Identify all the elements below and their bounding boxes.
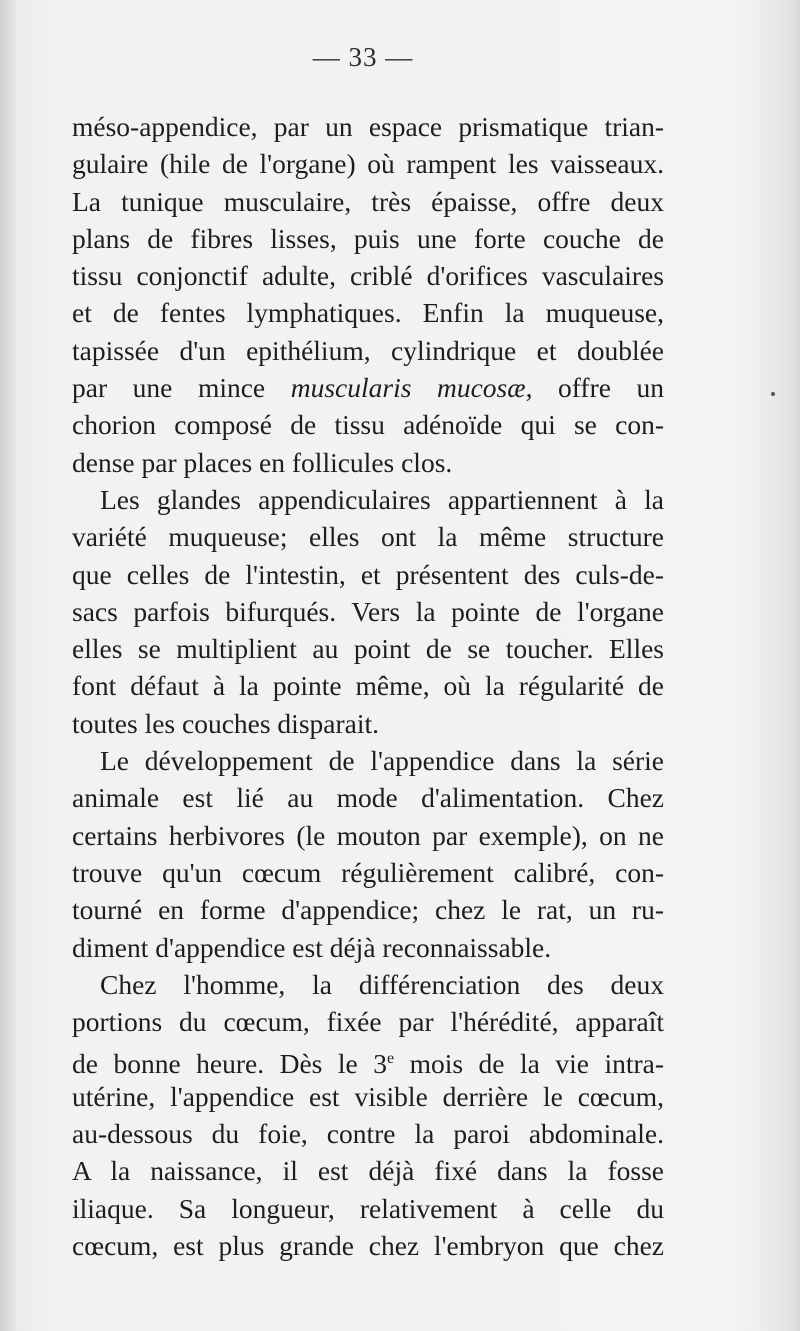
page-number: — 33 — xyxy=(312,42,414,72)
text-line: toutes les couches disparait. xyxy=(72,707,379,739)
text-line: utérine, l'appendice est visible derrière le cœcum, xyxy=(72,1080,664,1112)
text-line: dense par places en follicules clos. xyxy=(72,446,453,478)
text-line: tapissée d'un epithélium, cylindrique et doublée xyxy=(72,334,664,366)
text-line: tourné en forme d'appendice; chez le rat, un ru- xyxy=(72,894,664,926)
body-text xyxy=(72,108,664,1264)
text-line: sacs parfois bifurqués. Vers la pointe de l'organe xyxy=(72,595,664,627)
text-line: elles se multiplient au point de se toucher. Elles xyxy=(72,633,664,665)
text-line: gulaire (hile de l'organe) où rampent les vaisseaux. xyxy=(72,148,664,180)
text-line: font défaut à la pointe même, où la régularité de xyxy=(72,670,664,702)
text-line: et de fentes lymphatiques. Enfin la muqueuse, xyxy=(72,297,664,329)
text-line: trouve qu'un cœcum régulièrement calibré, con- xyxy=(72,856,664,888)
text-line: plans de fibres lisses, puis une forte couche de xyxy=(72,222,664,254)
text-line: A la naissance, il est déjà fixé dans la fosse xyxy=(72,1155,664,1187)
text-line: Les glandes appendiculaires appartiennent à la xyxy=(100,483,664,515)
text-line: cœcum, est plus grande chez l'embryon que chez xyxy=(72,1229,664,1261)
text-line: diment d'appendice est déjà reconnaissable. xyxy=(72,931,552,963)
text-line: iliaque. Sa longueur, relativement à celle du xyxy=(72,1192,664,1224)
text-line: tissu conjonctif adulte, criblé d'orifices vasculaires xyxy=(72,260,664,292)
text-line: Le développement de l'appendice dans la série xyxy=(100,745,664,777)
text-line: méso-appendice, par un espace prismatique trian- xyxy=(72,111,664,142)
text-line: de bonne heure. Dès le 3e mois de la vie intra- xyxy=(72,1048,664,1080)
text-line: Chez l'homme, la différenciation des deux xyxy=(100,968,664,1000)
text-line: chorion composé de tissu adénoïde qui se con- xyxy=(72,409,664,441)
text-line: que celles de l'intestin, et présentent des culs-de- xyxy=(72,558,664,590)
text-line: portions du cœcum, fixée par l'hérédité, apparaît xyxy=(72,1006,664,1038)
text-line: par une mince muscularis mucosæ, offre un xyxy=(72,372,665,404)
text-line: certains herbivores (le mouton par exemple), on ne xyxy=(72,819,664,851)
text-line: variété muqueuse; elles ont la même structure xyxy=(72,521,664,553)
ink-speck xyxy=(771,392,775,396)
text-line: animale est lié au mode d'alimentation. Chez xyxy=(72,782,664,814)
text-line: La tunique musculaire, très épaisse, offre deux xyxy=(72,185,664,217)
text-line: au-dessous du foie, contre la paroi abdominale. xyxy=(72,1118,664,1150)
